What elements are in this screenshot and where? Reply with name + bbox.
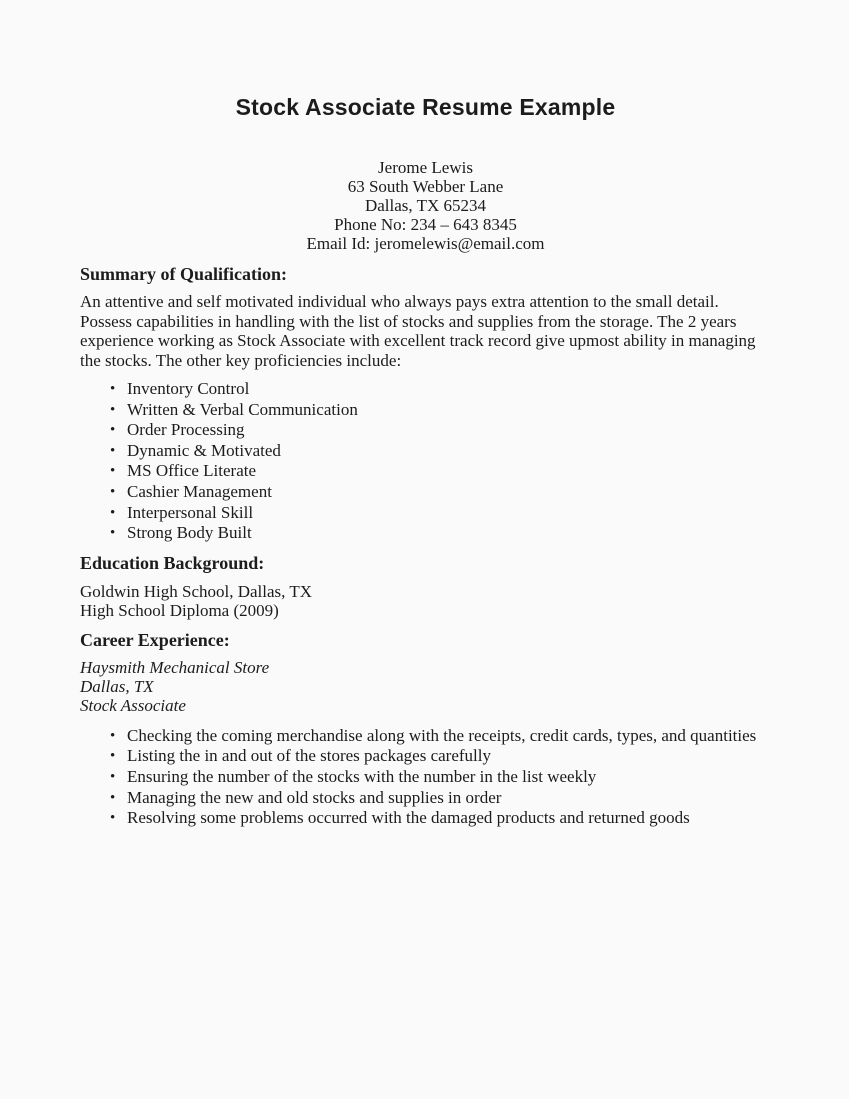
proficiency-item: • Order Processing [110,420,771,441]
duty-item: • Resolving some problems occurred with the damaged products and returned goods [110,808,771,829]
proficiency-list [80,379,771,544]
education-school: Goldwin High School, Dallas, TX [80,581,313,601]
education-block [80,582,771,620]
duty-list [80,726,771,829]
duty-item: • Listing the in and out of the stores packages carefully [110,746,771,767]
education-diploma: High School Diploma (2009) [80,600,279,620]
career-heading: Career Experience: [80,629,230,650]
proficiency-item: • Dynamic & Motivated [110,441,771,462]
proficiency-item: • Cashier Management [110,482,771,503]
contact-address-city: Dallas, TX 65234 [364,196,487,215]
contact-email: Email Id: jeromelewis@email.com [306,234,545,253]
proficiency-item: • Strong Body Built [110,523,771,544]
summary-heading: Summary of Qualification: [80,264,287,284]
career-position: Stock Associate [80,695,186,715]
proficiency-item: • Interpersonal Skill [110,503,771,524]
duty-item: • Managing the new and old stocks and supplies in order [110,788,771,809]
proficiency-item: • MS Office Literate [110,461,771,482]
page-title: Stock Associate Resume Example [235,94,616,120]
contact-name: Jerome Lewis [378,158,473,177]
duty-item: • Checking the coming merchandise along with the receipts, credit cards, types, and quantities [110,726,771,747]
career-block [80,658,771,715]
duty-item: • Ensuring the number of the stocks with the number in the list weekly [110,767,771,788]
summary-paragraph: An attentive and self motivated individual who always pays extra attention to the small detail. Possess capabilities in handling with the list of stocks and supplies from the storage. The 2 years experience working as Stock Associate with excellent track record give upmost ability in managing the stocks. The other key proficiencies include: [80,292,756,370]
education-heading: Education Background: [80,552,265,573]
contact-address-street: 63 South Webber Lane [347,177,504,196]
career-employer: Haysmith Mechanical Store [80,657,270,677]
contact-phone: Phone No: 234 – 643 8345 [334,215,517,234]
career-location: Dallas, TX [80,676,154,696]
proficiency-item: • Written & Verbal Communication [110,400,771,421]
proficiency-item: • Inventory Control [110,379,771,400]
contact-block [80,158,771,253]
